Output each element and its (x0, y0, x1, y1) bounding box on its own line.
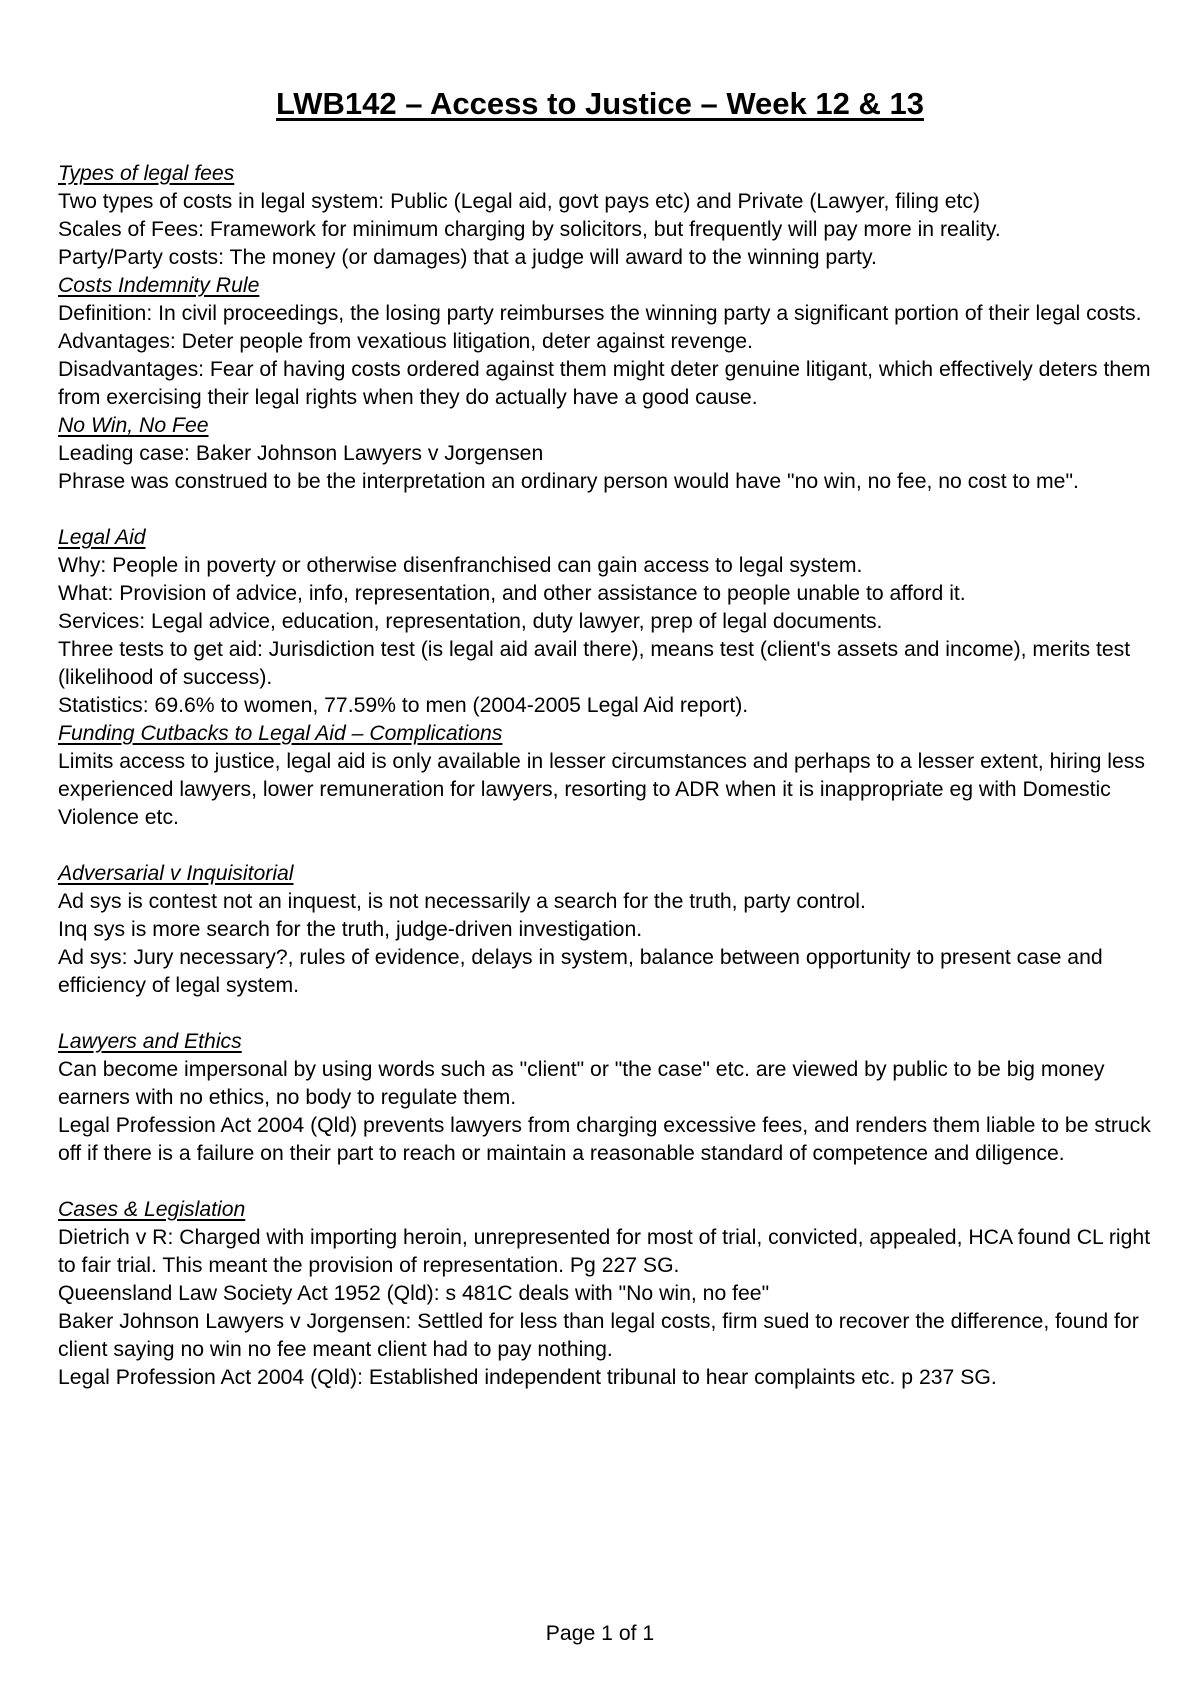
page-title: LWB142 – Access to Justice – Week 12 & 13 (276, 86, 924, 121)
section-heading-funding-cutbacks: Funding Cutbacks to Legal Aid – Complications (58, 722, 503, 745)
paragraph: Disadvantages: Fear of having costs ordered against them might deter genuine litigant, which effectively deters them from exercising their legal rights when they do actually have a good cause. (58, 358, 1151, 409)
section-heading-no-win-no-fee: No Win, No Fee (58, 414, 209, 437)
section-heading-cases-and-legislation: Cases & Legislation (58, 1198, 246, 1221)
paragraph-spacer (58, 832, 1168, 860)
paragraph: Why: People in poverty or otherwise disenfranchised can gain access to legal system. (58, 554, 863, 577)
section-heading-legal-aid: Legal Aid (58, 526, 146, 549)
paragraph: What: Provision of advice, info, representation, and other assistance to people unable to afford it. (58, 582, 966, 605)
paragraph: Ad sys is contest not an inquest, is not necessarily a search for the truth, party control. (58, 890, 866, 913)
paragraph: Scales of Fees: Framework for minimum charging by solicitors, but frequently will pay more in reality. (58, 218, 1001, 241)
section-heading-lawyers-and-ethics: Lawyers and Ethics (58, 1030, 242, 1053)
paragraph: Dietrich v R: Charged with importing heroin, unrepresented for most of trial, convicted, appealed, HCA found CL right to fair trial. This meant the provision of representation. Pg 227 SG. (58, 1226, 1151, 1277)
paragraph: Can become impersonal by using words such as "client" or "the case" etc. are viewed by public to be big money earners with no ethics, no body to regulate them. (58, 1058, 1105, 1109)
paragraph: Leading case: Baker Johnson Lawyers v Jorgensen (58, 442, 544, 465)
document-body (58, 160, 1168, 1392)
paragraph: Queensland Law Society Act 1952 (Qld): s 481C deals with "No win, no fee" (58, 1282, 770, 1305)
paragraph: Two types of costs in legal system: Public (Legal aid, govt pays etc) and Private (Lawyer, filing etc) (58, 190, 981, 213)
paragraph: Inq sys is more search for the truth, judge-driven investigation. (58, 918, 643, 941)
paragraph: Services: Legal advice, education, representation, duty lawyer, prep of legal documents. (58, 610, 883, 633)
paragraph: Legal Profession Act 2004 (Qld) prevents lawyers from charging excessive fees, and renders them liable to be struck off if there is a failure on their part to reach or maintain a reasonable standard of competence and diligence. (58, 1114, 1151, 1165)
paragraph: Three tests to get aid: Jurisdiction test (is legal aid avail there), means test (client's assets and income), merits test (likelihood of success). (58, 638, 1131, 689)
paragraph: Definition: In civil proceedings, the losing party reimburses the winning party a significant portion of their legal costs. (58, 302, 1142, 325)
paragraph: Party/Party costs: The money (or damages) that a judge will award to the winning party. (58, 246, 877, 269)
section-heading-costs-indemnity-rule: Costs Indemnity Rule (58, 274, 260, 297)
paragraph: Ad sys: Jury necessary?, rules of evidence, delays in system, balance between opportunity to present case and efficiency of legal system. (58, 946, 1103, 997)
page-footer: Page 1 of 1 (545, 1622, 655, 1645)
paragraph: Advantages: Deter people from vexatious litigation, deter against revenge. (58, 330, 753, 353)
paragraph: Legal Profession Act 2004 (Qld): Established independent tribunal to hear complaints etc. p 237 SG. (58, 1366, 997, 1389)
paragraph: Statistics: 69.6% to women, 77.59% to men (2004-2005 Legal Aid report). (58, 694, 749, 717)
paragraph: Baker Johnson Lawyers v Jorgensen: Settled for less than legal costs, firm sued to recover the difference, found for client saying no win no fee meant client had to pay nothing. (58, 1310, 1139, 1361)
section-heading-types-of-legal-fees: Types of legal fees (58, 162, 235, 185)
paragraph-spacer (58, 1168, 1168, 1196)
paragraph-spacer (58, 496, 1168, 524)
paragraph: Limits access to justice, legal aid is only available in lesser circumstances and perhaps to a lesser extent, hiring less experienced lawyers, lower remuneration for lawyers, resorting to ADR when it is inappropriate eg with Domestic Violence etc. (58, 750, 1145, 829)
section-heading-adversarial-v-inquisitorial: Adversarial v Inquisitorial (58, 862, 294, 885)
paragraph-spacer (58, 1000, 1168, 1028)
paragraph: Phrase was construed to be the interpretation an ordinary person would have "no win, no fee, no cost to me". (58, 470, 1079, 493)
